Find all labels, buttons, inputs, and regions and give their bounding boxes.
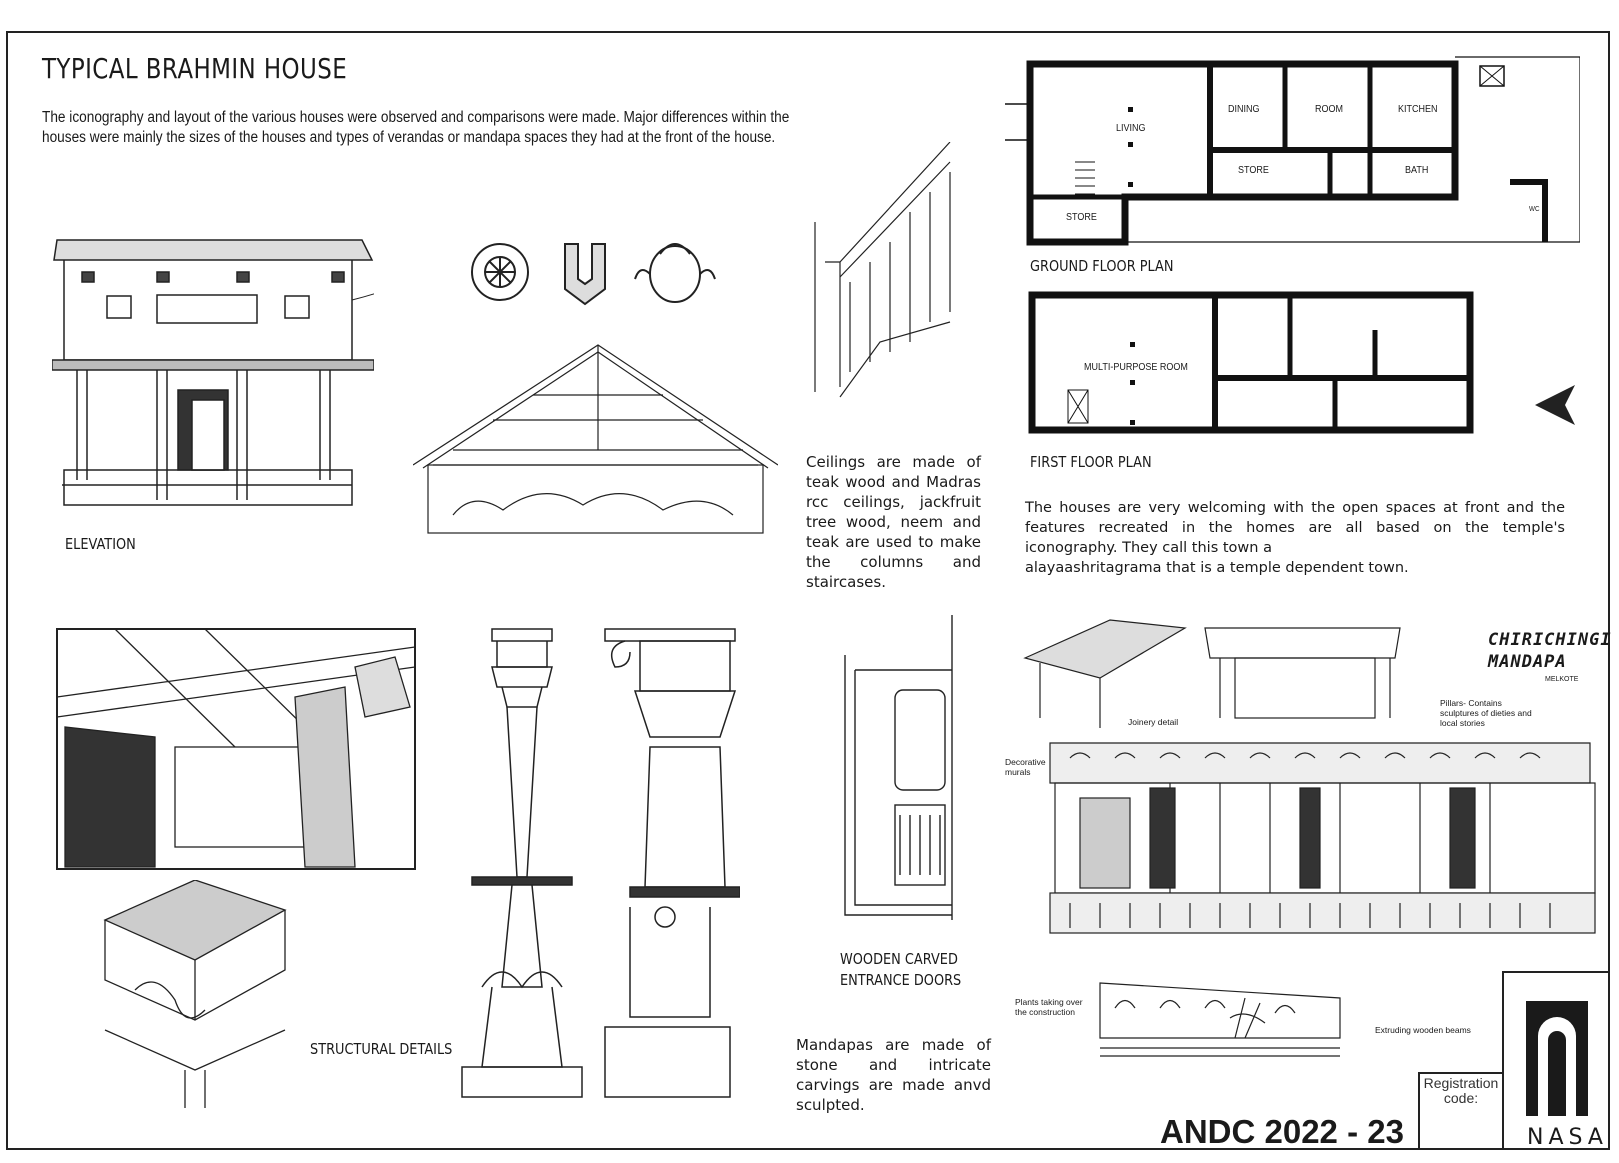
mandapas-paragraph: Mandapas are made of stone and intricate carvings are made anvd sculpted. [796, 1036, 991, 1114]
beams-note: Extruding wooden beams [1375, 1025, 1471, 1035]
roof-truss-sketch [413, 340, 778, 535]
ceiling-beam-sketch [55, 627, 417, 872]
logo-box [1502, 971, 1610, 1150]
first-floor-plan-label: FIRST FLOOR PLAN [1030, 453, 1152, 471]
room-kitchen: KITCHEN [1398, 104, 1438, 115]
room-store: STORE [1238, 165, 1269, 176]
doors-label-line2: ENTRANCE DOORS [840, 971, 962, 989]
ground-floor-plan-label: GROUND FLOOR PLAN [1030, 257, 1174, 275]
column-sketch-1 [452, 627, 592, 1102]
ceilings-paragraph: Ceilings are made of teak wood and Madras rcc ceilings, jackfruit tree wood, neem and teak are used to make the columns and staircases. [806, 453, 981, 591]
welcoming-line-2: that is a temple dependent town. [1161, 560, 1409, 576]
room-wc: WC [1529, 206, 1540, 213]
intro-paragraph: The iconography and layout of the various houses were observed and comparisons were made. Major differences within the houses were mainly the sizes of the houses and types of verandas or mandapa spaces they had at the front of the house. [42, 109, 790, 146]
column-sketch-2 [600, 627, 740, 1102]
room-multi-purpose: MULTI-PURPOSE ROOM [1084, 362, 1188, 373]
joinery-note: Joinery detail [1128, 717, 1179, 727]
pillars-note: Pillars- Contains sculptures of dieties and local stories [1440, 698, 1532, 728]
structural-details-label: STRUCTURAL DETAILS [310, 1040, 453, 1058]
doors-label-line1: WOODEN CARVED [840, 950, 958, 968]
welcoming-line-1: The houses are very welcoming with the open spaces at front and the features recreated in the homes are all based on the temple's iconography. They call this town a [1025, 500, 1565, 556]
room-dining: DINING [1228, 104, 1260, 115]
room-living: LIVING [1116, 123, 1146, 134]
competition-title: ANDC 2022 - 23 [1160, 1113, 1404, 1150]
street-sketch [810, 142, 960, 402]
iconography-symbols [460, 224, 725, 314]
plants-sketch [1095, 978, 1345, 1060]
nasa-wordmark: NASA [1527, 1125, 1608, 1150]
room-room: ROOM [1315, 104, 1343, 115]
mandapa-subtitle: MELKOTE [1545, 676, 1579, 683]
plants-note: Plants taking over the construction [1015, 997, 1083, 1017]
alayaashritagrama-term: alayaashritagrama [1025, 560, 1162, 576]
murals-note: Decorative murals [1005, 757, 1046, 777]
room-bath: BATH [1405, 165, 1429, 176]
elevation-sketch [52, 220, 374, 530]
mandapa-title-1: CHIRICHINGI [1488, 630, 1612, 650]
page-title: TYPICAL BRAHMIN HOUSE [42, 52, 348, 85]
nasa-logo-icon [1526, 1001, 1588, 1116]
door-sketch [840, 615, 955, 920]
registration-box: Registration code: [1418, 1072, 1502, 1150]
bracket-detail-sketch [85, 880, 295, 1110]
mandapa-title-2: MANDAPA [1488, 652, 1567, 672]
elevation-label: ELEVATION [65, 535, 136, 553]
welcoming-paragraph [1025, 498, 1565, 578]
room-store-2: STORE [1066, 212, 1097, 223]
